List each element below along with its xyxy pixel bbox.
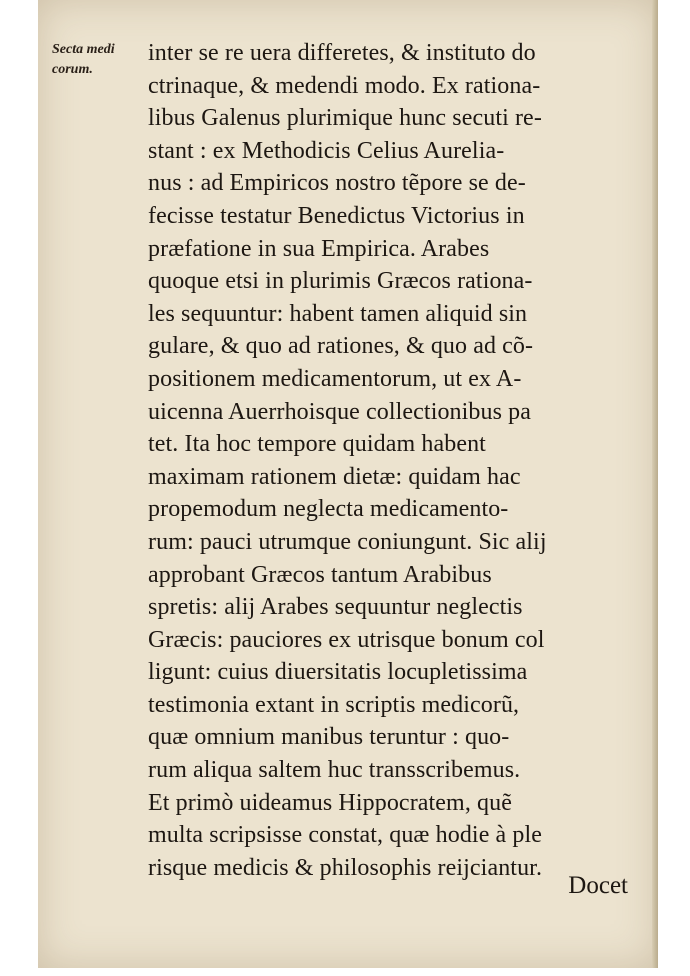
page-spine-edge [652,0,658,968]
text-line: ctrinaque, & medendi modo. Ex rationa- [148,72,541,99]
text-line: uicenna Auerrhoisque collectionibus pa [148,398,532,425]
text-line: nus : ad Empiricos nostro tẽpore se de- [148,170,526,197]
text-line: les sequuntur: habent tamen aliquid sin [148,300,528,327]
text-line: præfatione in sua Empirica. Arabes [148,235,490,262]
text-line: maximam rationem dietæ: quidam hac [148,463,521,490]
text-line: approbant Græcos tantum Arabibus [148,561,492,588]
margin-note-line: corum. [52,62,93,77]
text-line: quoque etsi in plurimis Græcos rationa- [148,268,533,295]
text-line: ligunt: cuius diuersitatis locupletissima [148,659,528,686]
text-line: Et primò uideamus Hippocratem, quẽ [148,789,512,816]
text-line: quæ omnium manibus teruntur : quo- [148,724,510,751]
text-line: stant : ex Methodicis Celius Aureliа- [148,137,505,164]
margin-note-line: Secta medi [52,42,115,57]
text-line: positionem medicamentorum, ut ex A- [148,365,522,392]
book-page [38,0,658,968]
text-line: rum: pauci utrumque coniungunt. Sic alij [148,528,547,555]
text-line: propemodum neglecta medicamento- [148,496,509,523]
margin-note [52,40,115,80]
text-line: Græcis: pauciores ex utrisque bonum col [148,626,545,653]
text-line: tet. Ita hoc tempore quidam habent [148,431,486,458]
catchword: Docet [568,872,628,899]
text-line: libus Galenus plurimique hunc secuti re- [148,105,542,132]
text-line: fecisse testatur Benedictus Victorius in [148,202,525,229]
text-line: gulare, & quo ad rationes, & quo ad cõ- [148,333,534,360]
text-line: spretis: alij Arabes sequuntur neglectis [148,594,523,621]
text-line: risque medicis & philosophis reijciantur. [148,854,543,881]
text-line: inter se re uera differetes, & instituto do [148,40,536,66]
text-line: testimonia extant in scriptis medicorũ, [148,691,520,718]
text-line: multa scripsisse constat, quæ hodie à ple [148,822,543,849]
text-line: rum aliqua saltem huc transscribemus. [148,757,521,784]
body-text [148,37,628,884]
